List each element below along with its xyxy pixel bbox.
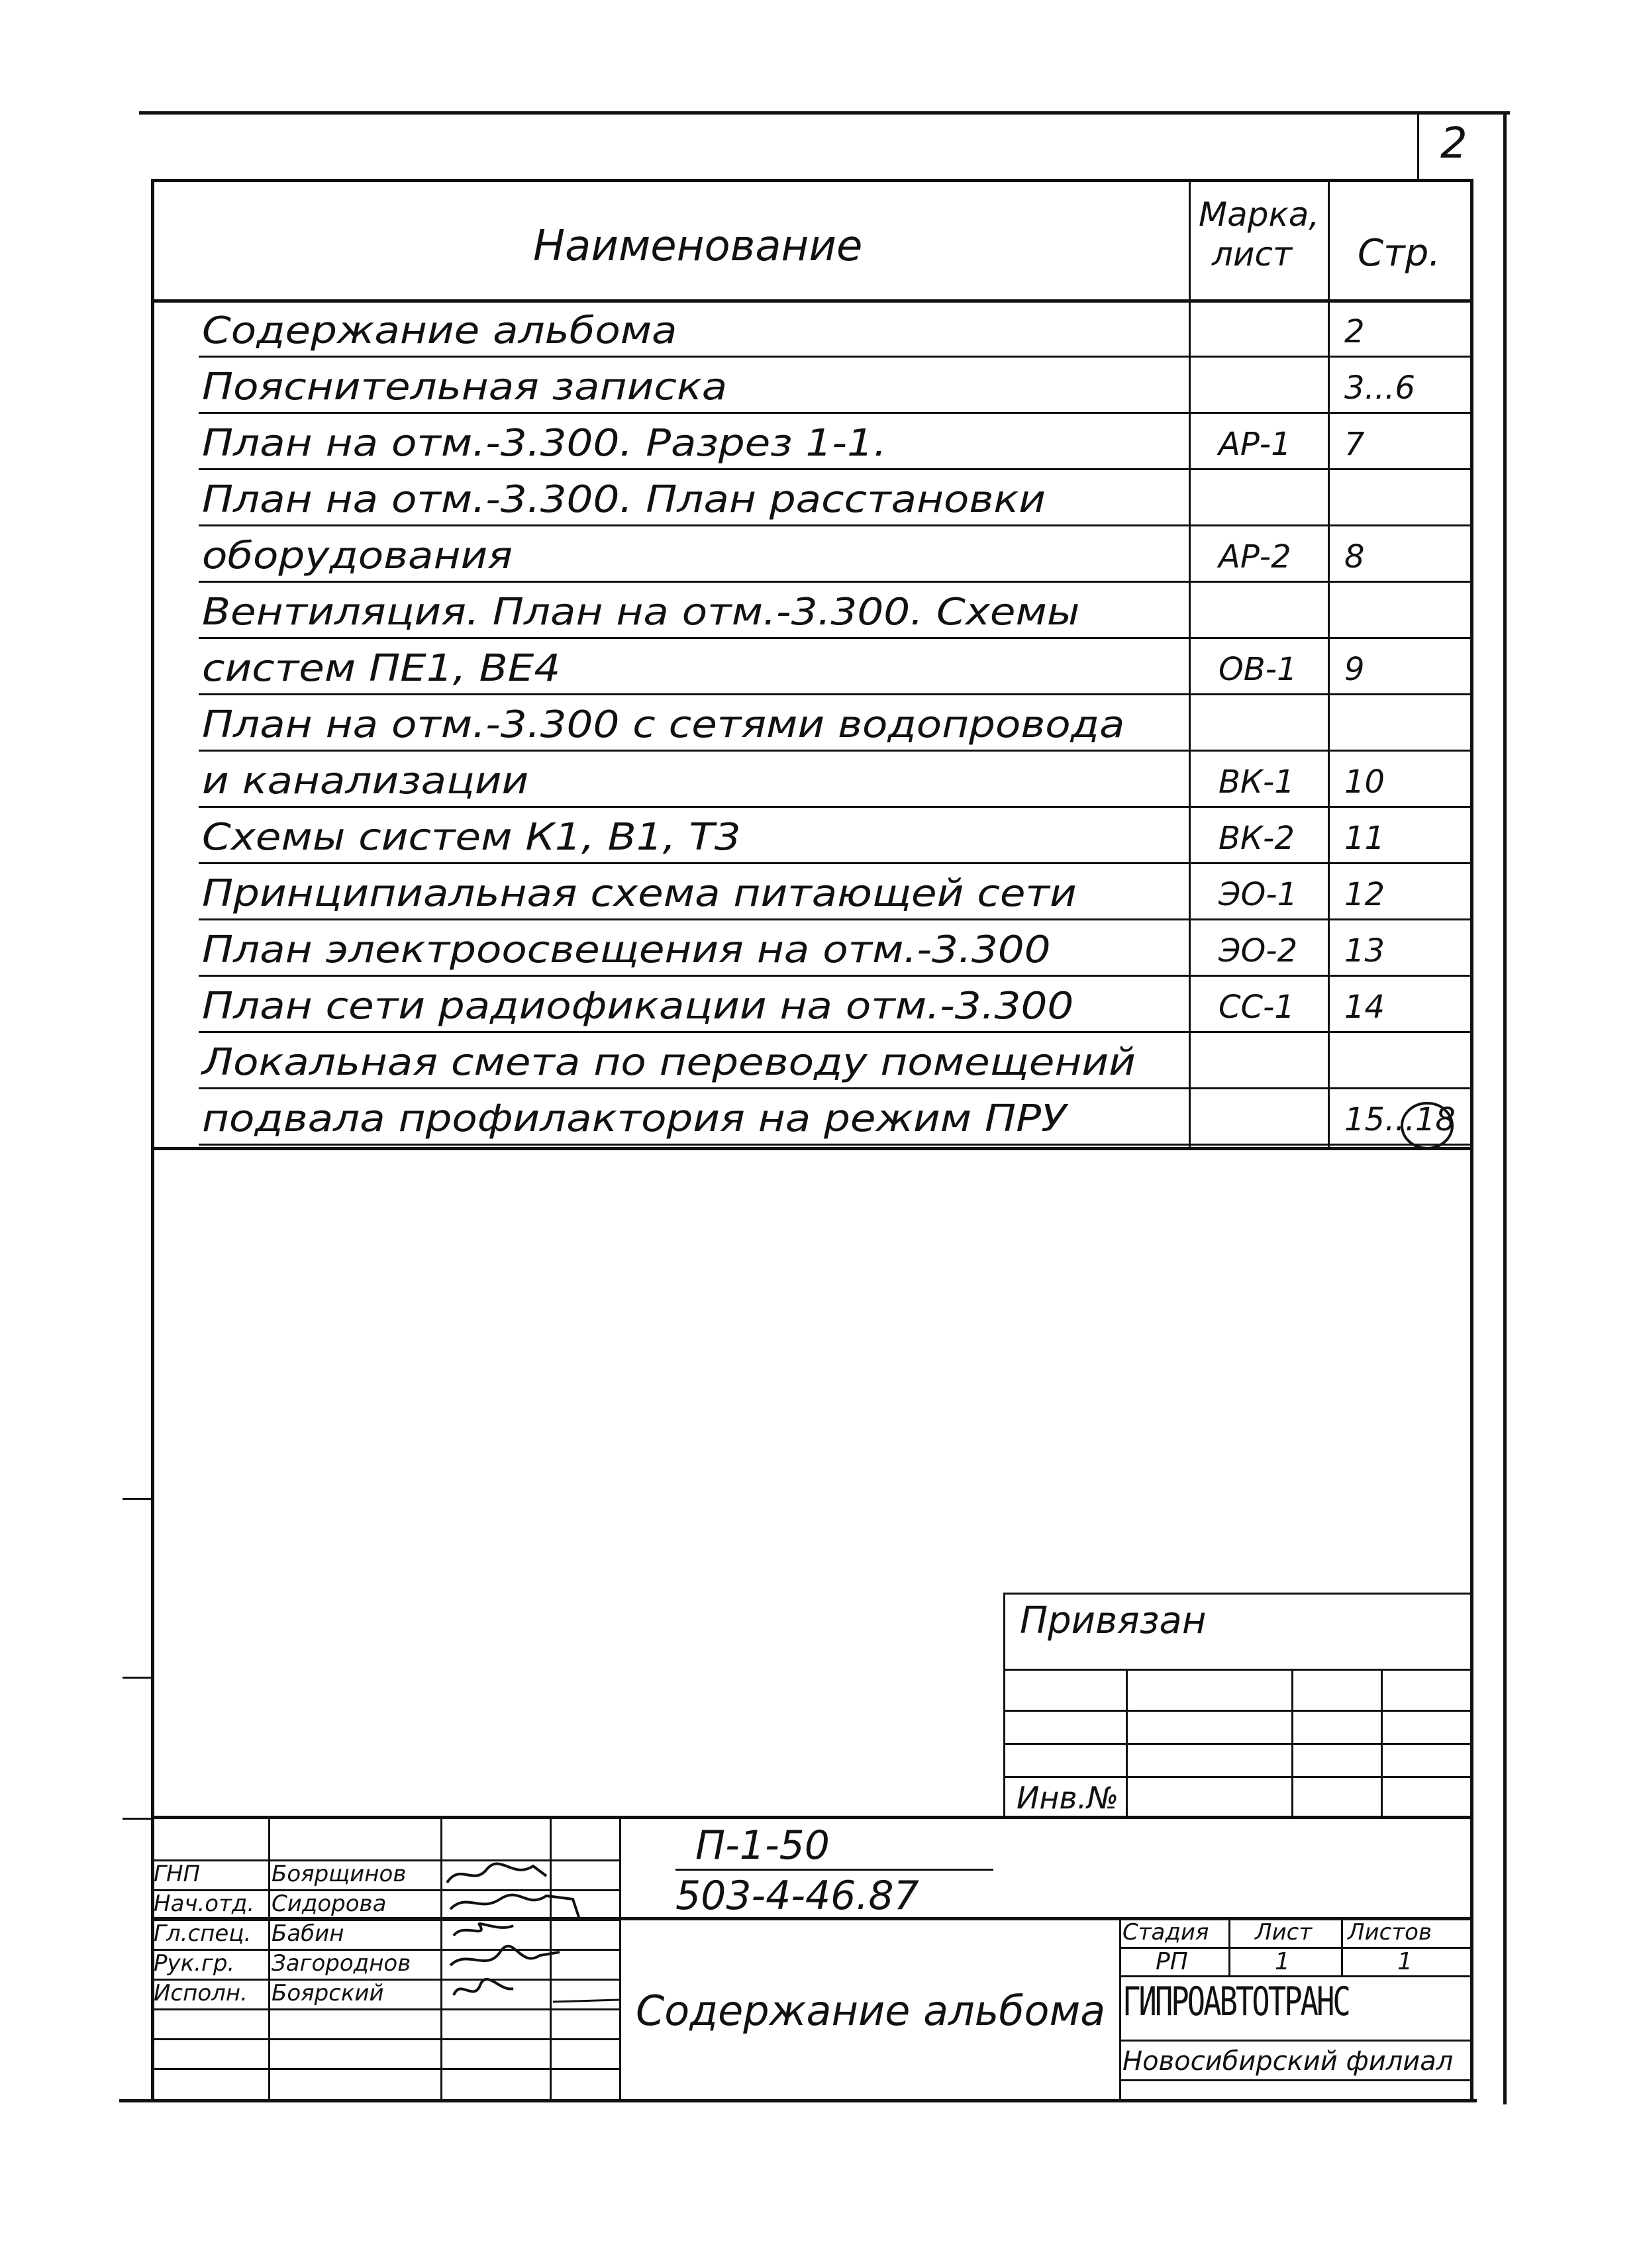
bottom-border — [119, 2099, 1477, 2102]
signer-name: Боярский — [272, 1980, 384, 2006]
table-header-bottom — [151, 299, 1473, 303]
tb-stage-block-left — [1119, 1917, 1121, 2100]
tb-stage-col — [1341, 1917, 1343, 1975]
row-underline — [199, 750, 1470, 752]
row-page: 3...6 — [1344, 370, 1415, 407]
row-mark: АР-1 — [1219, 426, 1291, 463]
sheet-label: Лист — [1255, 1919, 1313, 1946]
binding-title: Привязан — [1020, 1599, 1207, 1642]
row-page: 10 — [1344, 764, 1385, 801]
top-border — [139, 111, 1510, 115]
signatures-drawing — [440, 1859, 626, 2038]
row-mark: АР-2 — [1219, 538, 1291, 575]
page-number-box-left — [1417, 111, 1419, 179]
row-underline — [199, 806, 1470, 808]
row-name: План на отм.-3.300 с сетями водопровода — [202, 703, 1125, 746]
stage-label: Стадия — [1122, 1919, 1209, 1946]
signer-name: Сидорова — [272, 1891, 387, 1917]
tb-stage-row — [1119, 1975, 1472, 1977]
row-name: систем ПЕ1, ВЕ4 — [202, 647, 561, 690]
row-underline — [199, 1087, 1470, 1089]
row-page: 14 — [1344, 989, 1385, 1026]
sheets-value: 1 — [1397, 1948, 1413, 1975]
row-page: 15...18 — [1344, 1101, 1456, 1138]
signer-role: Рук.гр. — [154, 1950, 235, 1977]
row-name: План на отм.-3.300. План расстановки — [202, 478, 1046, 521]
row-page: 11 — [1344, 820, 1385, 857]
stage-value: РП — [1156, 1948, 1188, 1975]
signer-role: ГНП — [154, 1861, 201, 1887]
row-underline — [199, 581, 1470, 583]
signer-name: Бабин — [272, 1920, 344, 1947]
signer-name: Боярщинов — [272, 1861, 407, 1887]
binding-grid-col — [1291, 1669, 1293, 1818]
binding-grid-line — [1003, 1743, 1472, 1745]
page-number: 2 — [1440, 119, 1468, 168]
inner-right-border — [1470, 179, 1473, 2100]
table-bottom-line — [151, 1147, 1473, 1150]
right-border — [1503, 111, 1507, 2104]
tb-col-role — [268, 1816, 270, 2100]
row-name: План на отм.-3.300. Разрез 1-1. — [202, 422, 887, 465]
branch-underline — [1119, 2079, 1472, 2081]
row-underline — [199, 356, 1470, 358]
inventory-label: Инв.№ — [1017, 1780, 1119, 1816]
binding-grid-col — [1381, 1669, 1383, 1818]
margin-tick — [123, 1498, 152, 1500]
row-page: 9 — [1344, 651, 1365, 688]
row-name: План сети радиофикации на отм.-3.300 — [202, 985, 1074, 1028]
row-underline — [199, 918, 1470, 920]
code-underline — [675, 1869, 993, 1871]
table-top-line — [151, 179, 1473, 182]
row-name: Содержание альбома — [202, 309, 677, 352]
signer-role: Нач.отд. — [154, 1891, 255, 1917]
row-page: 2 — [1344, 313, 1365, 350]
row-name: Локальная смета по переводу помещений — [202, 1041, 1136, 1084]
column-header-name: Наименование — [533, 222, 863, 271]
row-name: Пояснительная записка — [202, 366, 728, 409]
row-name: Схемы систем К1, В1, Т3 — [202, 816, 741, 859]
signer-name: Загороднов — [272, 1950, 411, 1977]
binding-grid-line — [1003, 1776, 1472, 1778]
column-header-mark-line2: лист — [1212, 235, 1293, 273]
row-mark: ЭО-1 — [1219, 876, 1298, 913]
binding-grid-line — [1003, 1669, 1472, 1671]
row-name: оборудования — [202, 534, 513, 577]
row-underline — [199, 524, 1470, 526]
row-underline — [199, 468, 1470, 470]
binding-top — [1003, 1593, 1472, 1595]
title-block-top — [151, 1816, 1473, 1819]
margin-tick — [123, 1677, 152, 1679]
sheets-label: Листов — [1348, 1919, 1432, 1946]
row-mark: ЭО-2 — [1219, 932, 1298, 969]
row-page: 12 — [1344, 876, 1385, 913]
row-underline — [199, 862, 1470, 864]
row-mark: СС-1 — [1219, 989, 1295, 1026]
tb-stage-col — [1228, 1917, 1230, 1975]
binding-grid-col — [1126, 1669, 1128, 1818]
row-page: 8 — [1344, 538, 1365, 575]
code-line-2: 503-4-46.87 — [675, 1873, 919, 1919]
org-underline — [1119, 2040, 1472, 2042]
sheet-value: 1 — [1275, 1948, 1290, 1975]
row-name: Вентиляция. План на отм.-3.300. Схемы — [202, 591, 1080, 634]
organization-name: ГИПРОАВТОТРАНС — [1122, 1979, 1349, 2025]
row-mark: ВК-1 — [1219, 764, 1295, 801]
signer-role: Исполн. — [154, 1980, 248, 2006]
row-mark: ВК-2 — [1219, 820, 1295, 857]
row-underline — [199, 693, 1470, 695]
row-name: Принципиальная схема питающей сети — [202, 872, 1077, 915]
branch-name: Новосибирский филиал — [1122, 2046, 1454, 2077]
row-name: План электроосвещения на отм.-3.300 — [202, 928, 1051, 971]
table-col-divider-2 — [1328, 179, 1330, 1149]
column-header-mark-line1: Марка, — [1199, 195, 1320, 234]
doc-title: Содержание альбома — [636, 1987, 1106, 2035]
row-mark: ОВ-1 — [1219, 651, 1297, 688]
tb-sign-row — [151, 2068, 619, 2070]
left-border — [151, 179, 154, 2100]
code-line-1: П-1-50 — [695, 1822, 830, 1869]
column-header-page: Стр. — [1358, 232, 1441, 275]
binding-grid-line — [1003, 1710, 1472, 1712]
row-underline — [199, 1031, 1470, 1033]
margin-tick — [123, 1818, 152, 1820]
page-circle-mark — [1397, 1099, 1457, 1152]
row-underline — [199, 412, 1470, 414]
row-page: 7 — [1344, 426, 1365, 463]
binding-left — [1003, 1593, 1005, 1818]
row-underline — [199, 637, 1470, 639]
row-underline — [199, 1144, 1470, 1146]
row-name: и канализации — [202, 760, 529, 803]
row-name: подвала профилактория на режим ПРУ — [202, 1097, 1067, 1140]
signer-role: Гл.спец. — [154, 1920, 252, 1947]
tb-sign-row — [151, 2038, 619, 2040]
row-underline — [199, 975, 1470, 977]
table-col-divider-1 — [1189, 179, 1191, 1149]
row-page: 13 — [1344, 932, 1385, 969]
